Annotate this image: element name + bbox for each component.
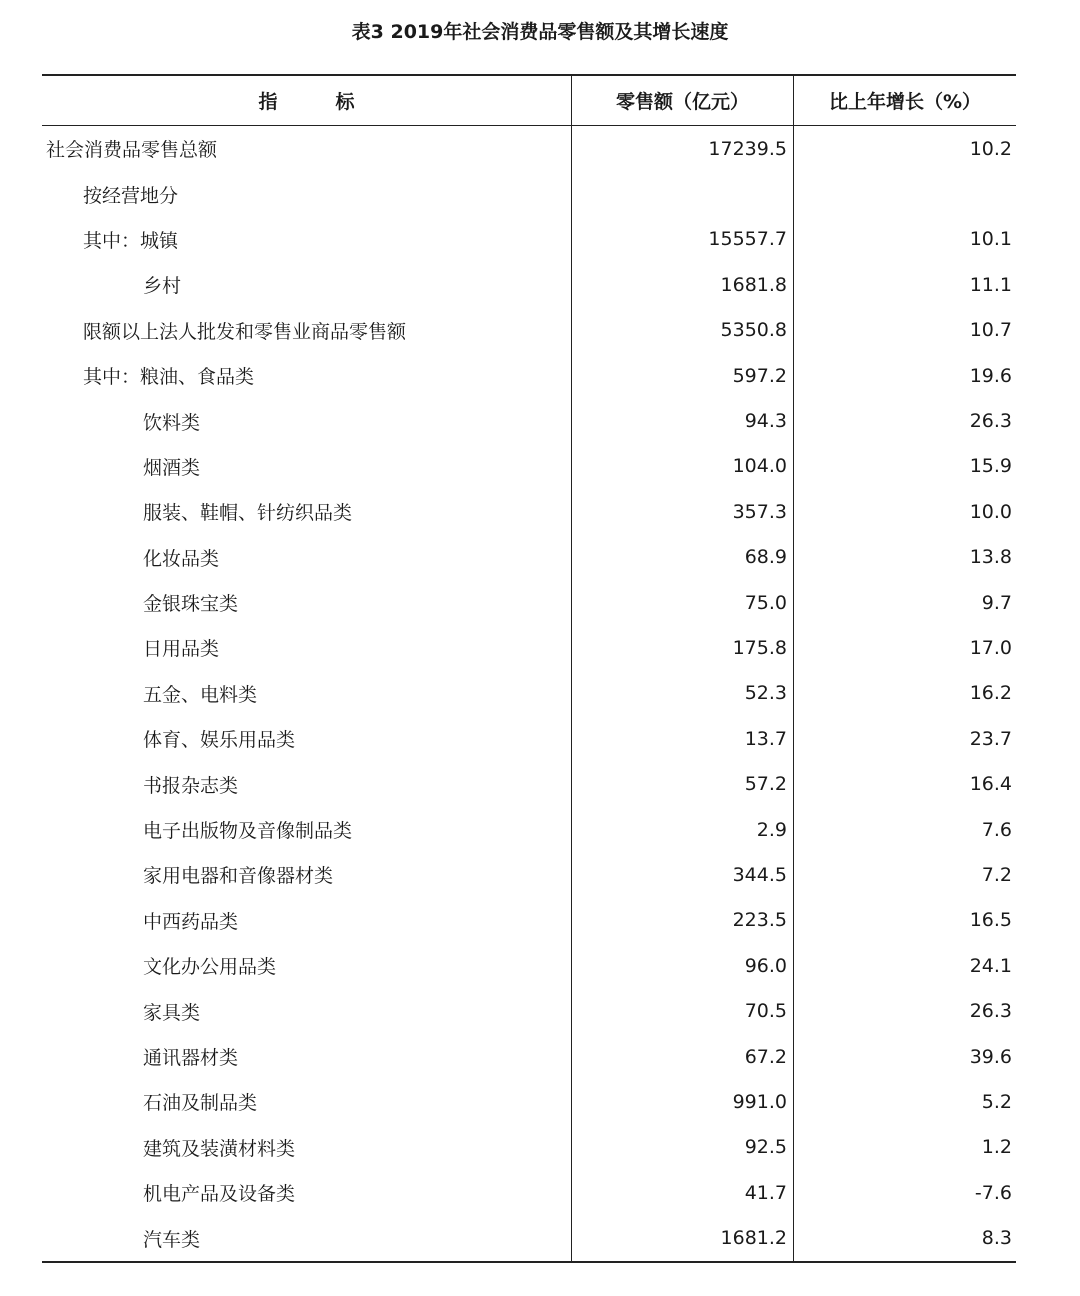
row-label: 家具类 xyxy=(42,988,572,1033)
row-growth: -7.6 xyxy=(974,1181,1012,1204)
row-retail-sales: 357.3 xyxy=(572,489,794,534)
table-header-row xyxy=(42,76,1016,126)
row-growth: 10.1 xyxy=(969,228,1012,251)
table-row xyxy=(42,353,1016,398)
row-label: 石油及制品类 xyxy=(42,1079,572,1124)
row-growth: 7.6 xyxy=(981,818,1012,841)
row-retail-sales: 94.3 xyxy=(572,398,794,443)
row-retail-sales: 5350.8 xyxy=(572,308,794,353)
row-label: 按经营地分 xyxy=(42,171,572,216)
row-growth: 16.2 xyxy=(969,682,1012,705)
row-growth: 19.6 xyxy=(969,364,1012,387)
row-label: 电子出版物及音像制品类 xyxy=(42,807,572,852)
row-retail-sales: 223.5 xyxy=(572,898,794,943)
row-label: 书报杂志类 xyxy=(42,761,572,806)
row-retail-sales: 1681.2 xyxy=(572,1215,794,1260)
row-label: 通讯器材类 xyxy=(42,1034,572,1079)
table-row xyxy=(42,671,1016,716)
row-label: 体育、娱乐用品类 xyxy=(42,716,572,761)
table-row xyxy=(42,444,1016,489)
table-row xyxy=(42,1079,1016,1124)
row-retail-sales: 175.8 xyxy=(572,625,794,670)
header-growth: 比上年增长（%） xyxy=(828,91,982,113)
table-row xyxy=(42,580,1016,625)
row-label: 化妆品类 xyxy=(42,535,572,580)
row-growth: 10.2 xyxy=(969,137,1012,160)
row-label: 烟酒类 xyxy=(42,444,572,489)
row-label: 金银珠宝类 xyxy=(42,580,572,625)
table-row xyxy=(42,1034,1016,1079)
row-growth: 26.3 xyxy=(969,1000,1012,1023)
row-label: 机电产品及设备类 xyxy=(42,1170,572,1215)
header-indicator-char-2: 标 xyxy=(335,91,355,113)
row-retail-sales: 67.2 xyxy=(572,1034,794,1079)
row-growth: 24.1 xyxy=(969,954,1012,977)
table-row xyxy=(42,852,1016,897)
row-growth: 17.0 xyxy=(969,636,1012,659)
table-title: 表3 2019年社会消费品零售额及其增长速度 xyxy=(351,21,729,43)
table-row xyxy=(42,988,1016,1033)
row-label: 其中：城镇 xyxy=(42,217,572,262)
row-growth: 16.4 xyxy=(969,773,1012,796)
row-retail-sales: 52.3 xyxy=(572,671,794,716)
header-indicator xyxy=(42,76,572,125)
data-table xyxy=(42,74,1016,1263)
table-row xyxy=(42,1170,1016,1215)
row-label: 乡村 xyxy=(42,262,572,307)
table-row xyxy=(42,398,1016,443)
table-row xyxy=(42,761,1016,806)
table-row xyxy=(42,1125,1016,1170)
row-growth: 39.6 xyxy=(969,1045,1012,1068)
row-label: 文化办公用品类 xyxy=(42,943,572,988)
row-label: 其中：粮油、食品类 xyxy=(42,353,572,398)
header-indicator-char-1: 指 xyxy=(258,91,278,113)
row-retail-sales: 344.5 xyxy=(572,852,794,897)
row-retail-sales: 68.9 xyxy=(572,535,794,580)
row-growth: 7.2 xyxy=(981,863,1012,886)
row-label: 中西药品类 xyxy=(42,898,572,943)
table-row xyxy=(42,489,1016,534)
row-growth: 26.3 xyxy=(969,410,1012,433)
row-retail-sales: 41.7 xyxy=(572,1170,794,1215)
table-row xyxy=(42,625,1016,670)
row-growth: 10.7 xyxy=(969,319,1012,342)
row-retail-sales: 104.0 xyxy=(572,444,794,489)
row-label: 家用电器和音像器材类 xyxy=(42,852,572,897)
table-row xyxy=(42,217,1016,262)
row-label: 饮料类 xyxy=(42,398,572,443)
row-retail-sales: 96.0 xyxy=(572,943,794,988)
row-retail-sales: 991.0 xyxy=(572,1079,794,1124)
table-row xyxy=(42,716,1016,761)
table-row xyxy=(42,535,1016,580)
row-label: 限额以上法人批发和零售业商品零售额 xyxy=(42,308,572,353)
row-growth: 11.1 xyxy=(969,273,1012,296)
row-retail-sales: 1681.8 xyxy=(572,262,794,307)
row-retail-sales: 17239.5 xyxy=(572,126,794,171)
row-retail-sales: 13.7 xyxy=(572,716,794,761)
row-growth: 5.2 xyxy=(981,1090,1012,1113)
header-retail-sales: 零售额（亿元） xyxy=(572,76,794,125)
table-body xyxy=(42,126,1016,1261)
table-row xyxy=(42,308,1016,353)
table-row xyxy=(42,1215,1016,1260)
row-retail-sales: 597.2 xyxy=(572,353,794,398)
row-label: 五金、电料类 xyxy=(42,671,572,716)
row-retail-sales: 70.5 xyxy=(572,988,794,1033)
row-retail-sales: 57.2 xyxy=(572,761,794,806)
table-row xyxy=(42,262,1016,307)
row-growth: 10.0 xyxy=(969,500,1012,523)
row-retail-sales: 2.9 xyxy=(572,807,794,852)
row-growth: 13.8 xyxy=(969,546,1012,569)
table-row xyxy=(42,807,1016,852)
row-growth: 8.3 xyxy=(981,1227,1012,1250)
row-label: 日用品类 xyxy=(42,625,572,670)
row-label: 汽车类 xyxy=(42,1215,572,1260)
row-retail-sales: 75.0 xyxy=(572,580,794,625)
row-growth: 16.5 xyxy=(969,909,1012,932)
row-growth: 23.7 xyxy=(969,727,1012,750)
row-label: 社会消费品零售总额 xyxy=(42,126,572,171)
table-row xyxy=(42,126,1016,171)
table-row xyxy=(42,943,1016,988)
row-retail-sales xyxy=(572,171,794,216)
row-label: 建筑及装潢材料类 xyxy=(42,1125,572,1170)
row-retail-sales: 15557.7 xyxy=(572,217,794,262)
table-row xyxy=(42,171,1016,216)
row-growth xyxy=(794,171,1016,216)
row-retail-sales: 92.5 xyxy=(572,1125,794,1170)
row-growth: 1.2 xyxy=(981,1136,1012,1159)
row-growth: 15.9 xyxy=(969,455,1012,478)
table-row xyxy=(42,898,1016,943)
row-growth: 9.7 xyxy=(981,591,1012,614)
row-label: 服装、鞋帽、针纺织品类 xyxy=(42,489,572,534)
